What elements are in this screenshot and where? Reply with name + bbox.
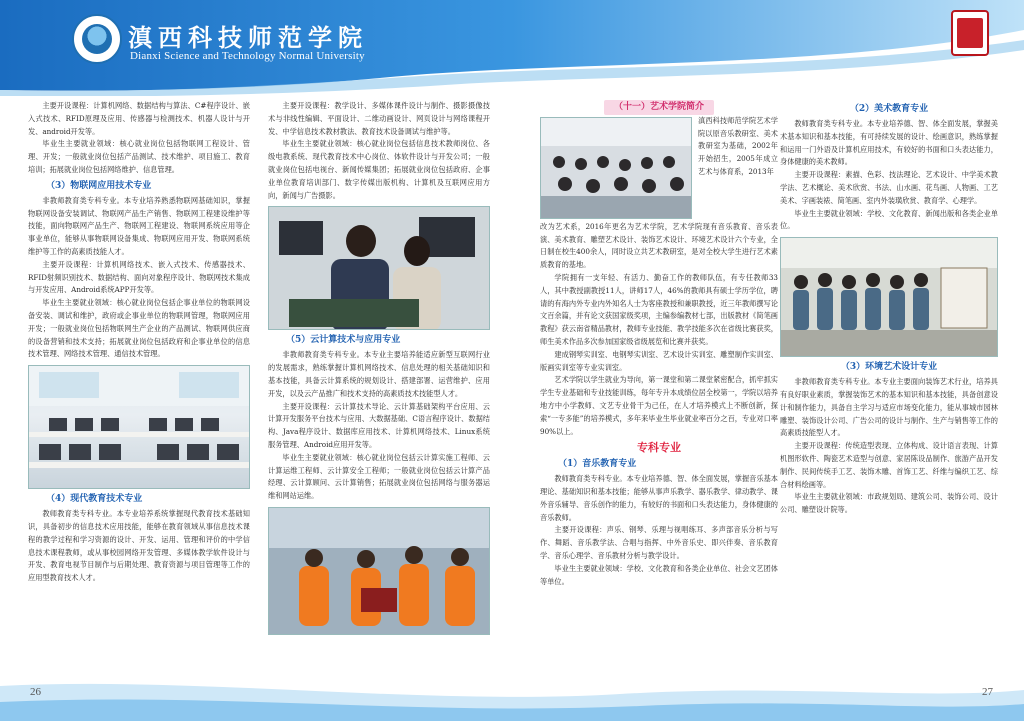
paragraph: 主要开设课程：计算机网络、数据结构与算法、C#程序设计、嵌入式技术、RFID原理及应用、传感器与检测技术、机器人设计与开发、android开发等。: [28, 101, 250, 136]
column-1: [28, 100, 250, 585]
computer-lab-photo: [28, 365, 250, 489]
school-name-chinese: 滇西科技师范学院: [128, 23, 368, 52]
page-header: [0, 0, 1024, 96]
section-title: （3）环境艺术设计专业: [840, 362, 938, 373]
art-studio-photo: [780, 237, 998, 357]
section-title: （3）物联网应用技术专业: [46, 180, 152, 191]
paragraph: 教师教育类专科专业。本专业培养德、智、体全面发展，掌握美术基本知识和基本技能，有可持续发展的设计、绘画意识，熟练掌握和运用一门外语及计算机应用技术，有较好的书面和口头表达能力，身体健康的美术教师。: [780, 119, 998, 167]
classroom-photo: [540, 117, 692, 219]
paragraph: 艺术学院以学生就业为导向，第一课堂和第二课堂紧密配合，抓牢抓实学生专业基础和专业技能训练，每年专升本成绩位居全校第一，学院以培养地方中小学教师、文艺专业骨干为己任，在人才培养模式上不断创新，探索“一专多能”的培养模式，多年来毕业生毕业就业率百分之百，专业对口率90%以上。: [540, 375, 778, 436]
paragraph: 毕业生主要就业领域：核心就业岗位包括信息技术教师岗位、各级电教系统、现代教育技术中心岗位、体软件设计与开发公司；一般就业岗位包括电视台、新闻传媒集团；拓展就业岗位包括政府、企事业单位教育培训部门、数字传媒出版机构、计算机及互联网应用方向，新闻与广告摄影。: [268, 139, 490, 200]
paragraph: 非教师教育类专科专业。本专业主要面向装饰艺术行业，培养具有良好职业素质，掌握装饰艺术的基本知识和基本技能，具备创意设计和制作能力，具备自主学习与适应市场变化能力，能从事城市园林雕塑、装饰设计公司、广告公司的设计与制作、生产与销售等工作的高素质技能型人才。: [780, 377, 998, 438]
paragraph: 学院拥有一支年轻、有活力、勤奋工作的教师队伍，有专任教师33人，其中教授副教授11人，讲师17人，46%的教师具有硕士学历学位，聘请的有海内外专业内外知名人士为客座教授和兼职教授，近三年教师撰写论文百余篇，并有论文获国家级奖项，主编参编教材七部，出版教材《简笔画教程》获云南省精品教材，教师专业技能、教学技能多次在省级比赛获奖，师生美术作品多次参加国家级省级展览和比赛并获奖。: [540, 272, 778, 346]
footer-wave: [0, 672, 1024, 721]
paragraph: 非教师教育类专科专业。本专业主要培养能适应新型互联网行业的发展需求，熟练掌握计算机网络技术、信息处理的相关基础知识和基本技能，具备云计算系统的规划设计、搭建部署、运营维护、应用开发，以及云产品推广和技术支持的高素质技术技能型人才。: [268, 350, 490, 398]
page-number-right: 27: [982, 686, 993, 698]
paragraph: 毕业生主要就业领域：核心就业岗位包括企事业单位的物联网设备安装、调试和维护，政府或企事业单位的物联网管理，物联网应用开发；一般就业岗位包括物联网生产企业的产品测试、物联网供应商的设备营销和技术支持；拓展就业岗位包括政府和企事业单位的信息技术管理、网络技术管理、通信技术管理。: [28, 298, 250, 359]
university-logo: [72, 14, 122, 64]
paragraph: 教师教育类专科专业。本专业培养系统掌握现代教育技术基础知识，具备初步的信息技术应用技能，能够在教育领域从事信息技术课程的教学过程和学习资源的设计、开发、运用、管理和评价的中学信息技术课程教师，或从事校园网络开发管理、多媒体教学软件设计与开发、教育电视节目制作与后期处理、教育资源与项目管理等工作的应用型教育技术人才。: [28, 509, 250, 583]
paragraph: 非教师教育类专科专业。本专业培养熟悉物联网基础知识，掌握物联网设备安装调试、物联网产品生产销售、物联网工程建设维护等技能，面向物联网产品生产、物联网工程建设、物联网系统应用等企事业单位，能够从事物联网设备集成、物联网应用开发、物联网系统维护等工作的高素质技能人才。: [28, 195, 250, 256]
specialty-heading: 专科专业: [637, 441, 681, 455]
paragraph: 主要开设课程：教学设计、多媒体课件设计与制作、摄影摄像技术与非线性编辑、平面设计、二维动画设计、网页设计与网络课程开发、中学信息技术教材教法、教育技术设备调试与维护等。: [268, 101, 490, 136]
column-4: [780, 100, 998, 517]
page-number-left: 26: [30, 686, 41, 698]
column-3: [540, 100, 778, 588]
section-title: （1）音乐教育专业: [558, 459, 637, 470]
paragraph: 建成钢琴实训室、电钢琴实训室、艺术设计实训室、雕塑制作实训室、版画实训室等专业实训室。: [540, 349, 778, 372]
paragraph: 毕业生主要就业领域：核心就业岗位包括云计算实施工程师、云计算运维工程师、云计算安全工程师；一般就业岗位包括云计算产品经理、云计算顾问、云计算销售；拓展就业岗位包括网络与服务器运维和网站运维。: [268, 452, 490, 501]
paragraph: 主要开设课程：云计算技术导论、云计算基础架构平台应用、云计算开发服务平台技术与应用、大数据基础、C语言程序设计、数据结构、Java程序设计、数据库应用技术、计算机网络技术、Linux系统服务管理、Android应用开发等。: [268, 401, 490, 449]
students-computer-photo: [268, 206, 490, 330]
seal-logo: [951, 10, 989, 56]
paragraph: 毕业生主要就业领域：核心就业岗位包括物联网工程设计、管理、开发；一般就业岗位包括产品测试、技术维护、项目施工、教育培训；拓展就业岗位包括网络维护、信息管理。: [28, 139, 250, 174]
paragraph: 主要开设课程：素描、色彩、技法理论、艺术设计、中学美术教学法、艺术概论、美术欣赏、书法、山水画、花鸟画、人物画、工艺美术、字画装裱、简笔画、室内外装璜欣赏、教育学、心理学。: [780, 170, 998, 205]
paragraph: 毕业生主要就业领域：学校、文化教育、新闻出版和各类企业单位。: [780, 208, 998, 231]
paragraph: 毕业生主要就业领域：市政规划局、建筑公司、装饰公司、设计公司、雕塑设计院等。: [780, 492, 998, 515]
paragraph: 教师教育类专科专业。本专业培养德、智、体全面发展，掌握音乐基本理论、基础知识和基本技能；能够从事声乐教学、器乐教学、律动教学、课外音乐辅导、音乐创作的能力，有较好的书面和口头表达能力，身体健康的音乐教师。: [540, 474, 778, 522]
paragraph: 改为艺术系，2016年更名为艺术学院，艺术学院现有音乐教育、音乐表演、美术教育、雕塑艺术设计、装饰艺术设计、环境艺术设计六个专业，全日制在校生400余人，同时设立共艺术教研室，是对全校大学生进行艺术素质教育的基地。: [540, 221, 778, 270]
paragraph: 主要开设课程：计算机网络技术、嵌入式技术、传感器技术、RFID射频识别技术、数据结构、面向对象程序设计、物联网技术集成与开发应用、Android系统APP开发等。: [28, 259, 250, 295]
paragraph: 滇西科技师范学院艺术学院以原音乐教研室、美术教研室为基础，2002年开始招生，2005年成立艺术与体育系，2013年: [698, 115, 778, 176]
section-title: （5）云计算技术与应用专业: [286, 335, 401, 346]
paragraph: 主要开设课程：声乐、钢琴、乐理与视唱练耳、多声部音乐分析与写作、舞蹈、音乐教学法、合唱与指挥、中外音乐史、即兴伴奏、音乐教育学、音乐心理学、音乐教材分析与教学设计。: [540, 525, 778, 560]
column-2: [268, 100, 490, 639]
paragraph: 主要开设课程：传统造型表现、立体构成、设计语言表现、计算机图形软件、陶瓷艺术造型与创意、家居陈设品制作、旅游产品开发制作、民间传统手工艺、装饰木雕、首饰工艺、纤维与编织工艺、综合材料绘画等。: [780, 441, 998, 489]
award-group-photo: [268, 507, 490, 635]
school-name-english: Dianxi Science and Technology Normal University: [130, 50, 365, 62]
art-school-title: （十一）艺术学院简介: [604, 100, 714, 115]
section-title: （2）美术教育专业: [849, 104, 929, 114]
section-title: （4）现代教育技术专业: [46, 494, 143, 505]
paragraph: 毕业生主要就业领域：学校、文化教育和各类企业单位、社会文艺团体等单位。: [540, 563, 778, 586]
